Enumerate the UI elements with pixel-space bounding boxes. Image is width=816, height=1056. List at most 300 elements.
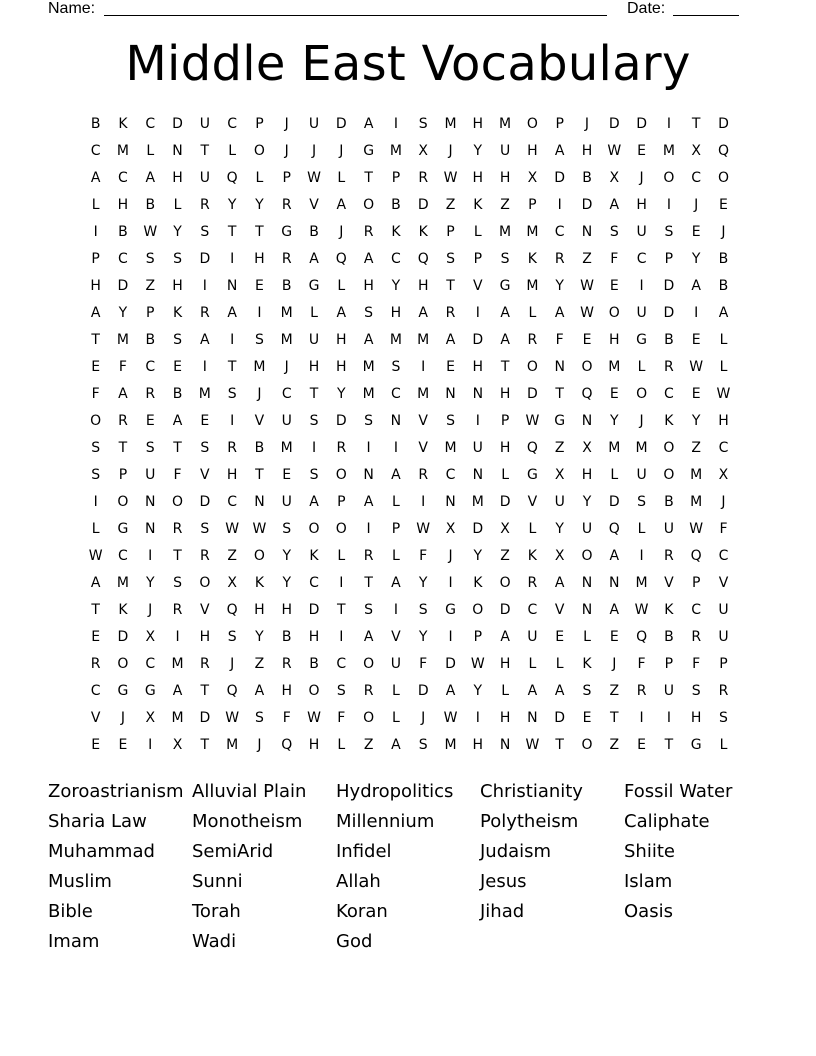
grid-letter: Y xyxy=(173,224,182,240)
grid-letter: Y xyxy=(555,278,564,294)
grid-letter: T xyxy=(173,440,182,456)
grid-letter: D xyxy=(581,197,593,213)
grid-letter: S xyxy=(664,224,674,240)
grid-letter: M xyxy=(116,143,129,159)
grid-row xyxy=(82,276,738,303)
grid-letter: Y xyxy=(145,575,155,591)
word-bank-row xyxy=(48,869,768,899)
grid-row xyxy=(82,465,738,492)
grid-letter: H xyxy=(336,332,347,348)
grid-letter: Z xyxy=(145,278,156,294)
grid-letter: P xyxy=(719,656,728,672)
grid-letter: J xyxy=(639,413,644,429)
grid-letter: L xyxy=(91,197,100,213)
grid-letter: T xyxy=(691,116,701,132)
grid-letter: N xyxy=(499,737,511,753)
grid-letter: S xyxy=(691,683,701,699)
grid-letter: I xyxy=(666,710,671,726)
grid-letter: U xyxy=(636,224,647,240)
grid-letter: F xyxy=(118,359,127,375)
grid-letter: H xyxy=(581,467,593,483)
grid-letter: Q xyxy=(417,251,429,267)
grid-letter: G xyxy=(554,413,566,429)
grid-letter: X xyxy=(718,467,729,483)
grid-letter: Y xyxy=(282,548,291,564)
grid-letter: A xyxy=(391,575,401,591)
grid-letter: S xyxy=(254,332,264,348)
grid-letter: O xyxy=(253,548,265,564)
grid-letter: B xyxy=(664,332,674,348)
grid-letter: R xyxy=(199,305,210,321)
grid-letter: H xyxy=(308,737,320,753)
word-bank-item: Caliphate xyxy=(624,811,710,832)
grid-letter: U xyxy=(499,143,511,159)
grid-letter: Z xyxy=(500,548,510,564)
grid-letter: C xyxy=(718,548,729,564)
grid-letter: L xyxy=(501,467,509,483)
grid-letter: H xyxy=(417,278,429,294)
grid-letter: V xyxy=(554,602,565,618)
word-bank-row xyxy=(48,899,768,929)
grid-letter: S xyxy=(173,251,182,267)
word-bank-item: Judaism xyxy=(480,841,552,862)
grid-letter: E xyxy=(282,467,292,483)
grid-letter: Z xyxy=(554,440,565,456)
grid-row xyxy=(82,600,738,627)
grid-letter: X xyxy=(582,440,592,456)
grid-letter: W xyxy=(443,710,458,726)
word-bank-item: Polytheism xyxy=(480,811,579,832)
grid-letter: H xyxy=(254,602,265,618)
grid-letter: A xyxy=(118,386,128,402)
grid-letter: L xyxy=(719,359,728,375)
grid-letter: D xyxy=(308,602,320,618)
word-bank-item: Hydropolitics xyxy=(336,781,454,802)
grid-letter: R xyxy=(199,197,210,213)
grid-letter: J xyxy=(284,359,289,375)
grid-row xyxy=(82,438,738,465)
grid-letter: A xyxy=(500,332,510,348)
grid-letter: R xyxy=(363,683,374,699)
grid-letter: N xyxy=(363,467,374,483)
grid-letter: M xyxy=(635,440,648,456)
grid-letter: H xyxy=(472,116,484,132)
grid-letter: S xyxy=(91,467,101,483)
grid-letter: L xyxy=(473,224,482,240)
grid-letter: Y xyxy=(337,386,346,402)
grid-letter: A xyxy=(527,683,538,699)
grid-letter: S xyxy=(282,521,292,537)
grid-letter: D xyxy=(199,494,211,510)
grid-letter: A xyxy=(145,170,156,186)
grid-letter: P xyxy=(391,170,401,186)
grid-letter: U xyxy=(718,602,729,618)
grid-letter: B xyxy=(718,251,729,267)
grid-letter: A xyxy=(500,305,510,321)
grid-row xyxy=(82,195,738,222)
word-bank-item: Koran xyxy=(336,901,388,922)
grid-letter: H xyxy=(117,197,129,213)
grid-letter: D xyxy=(608,116,620,132)
grid-letter: M xyxy=(526,278,539,294)
grid-letter: J xyxy=(448,143,453,159)
grid-letter: C xyxy=(391,386,401,402)
grid-letter: J xyxy=(257,386,262,402)
word-bank-row xyxy=(48,779,768,809)
grid-letter: C xyxy=(336,656,347,672)
grid-letter: C xyxy=(445,467,456,483)
grid-letter: E xyxy=(609,386,619,402)
grid-letter: G xyxy=(144,683,156,699)
grid-letter: K xyxy=(664,602,674,618)
grid-letter: J xyxy=(448,548,453,564)
grid-letter: I xyxy=(339,629,344,645)
grid-letter: W xyxy=(716,386,731,402)
grid-row xyxy=(82,168,738,195)
grid-letter: E xyxy=(719,197,728,213)
word-bank-item: Sharia Law xyxy=(48,811,147,832)
grid-letter: L xyxy=(528,656,537,672)
grid-letter: T xyxy=(200,737,210,753)
grid-letter: C xyxy=(309,575,319,591)
grid-letter: S xyxy=(145,251,155,267)
grid-letter: R xyxy=(691,629,702,645)
grid-letter: B xyxy=(145,197,156,213)
grid-row xyxy=(82,384,738,411)
grid-letter: A xyxy=(336,305,347,321)
grid-letter: P xyxy=(473,629,483,645)
grid-letter: X xyxy=(554,548,565,564)
grid-letter: Q xyxy=(690,548,702,564)
grid-letter: L xyxy=(719,332,728,348)
grid-letter: H xyxy=(499,440,511,456)
grid-letter: H xyxy=(281,683,292,699)
grid-letter: A xyxy=(391,737,401,753)
grid-letter: M xyxy=(226,737,239,753)
grid-letter: I xyxy=(639,710,644,726)
grid-letter: C xyxy=(391,251,401,267)
grid-letter: P xyxy=(473,251,483,267)
grid-letter: J xyxy=(339,224,344,240)
grid-letter: E xyxy=(91,737,101,753)
grid-letter: R xyxy=(118,413,128,429)
grid-letter: T xyxy=(664,737,674,753)
grid-letter: A xyxy=(554,575,565,591)
grid-letter: C xyxy=(691,602,702,618)
grid-letter: R xyxy=(527,332,538,348)
grid-letter: I xyxy=(448,575,453,591)
grid-letter: O xyxy=(663,170,675,186)
grid-row xyxy=(82,492,738,519)
grid-letter: O xyxy=(717,170,729,186)
grid-letter: V xyxy=(527,494,538,510)
grid-letter: S xyxy=(391,359,401,375)
grid-letter: V xyxy=(718,575,729,591)
grid-letter: W xyxy=(689,359,704,375)
grid-letter: O xyxy=(581,737,593,753)
grid-letter: S xyxy=(719,710,728,726)
grid-letter: I xyxy=(393,116,398,132)
grid-letter: O xyxy=(253,143,265,159)
grid-letter: B xyxy=(309,656,319,672)
grid-letter: S xyxy=(446,413,455,429)
grid-letter: Y xyxy=(391,278,401,294)
grid-letter: J xyxy=(120,710,126,726)
word-bank-item: Jesus xyxy=(480,871,527,892)
word-bank-item: Muslim xyxy=(48,871,112,892)
grid-letter: N xyxy=(472,467,484,483)
grid-letter: A xyxy=(254,683,265,699)
word-bank-row xyxy=(48,929,768,959)
grid-letter: R xyxy=(172,521,183,537)
grid-row xyxy=(82,573,738,600)
grid-letter: O xyxy=(117,656,129,672)
grid-letter: J xyxy=(230,656,235,672)
grid-letter: F xyxy=(173,467,182,483)
grid-letter: F xyxy=(555,332,564,348)
grid-letter: M xyxy=(444,116,457,132)
grid-letter: A xyxy=(200,332,210,348)
grid-letter: L xyxy=(392,548,400,564)
grid-letter: L xyxy=(637,359,646,375)
grid-letter: M xyxy=(526,224,539,240)
grid-letter: Z xyxy=(363,737,374,753)
grid-letter: C xyxy=(145,359,156,375)
grid-letter: B xyxy=(172,386,183,402)
grid-letter: I xyxy=(475,413,480,429)
grid-letter: W xyxy=(443,170,458,186)
grid-letter: S xyxy=(418,737,428,753)
grid-letter: M xyxy=(171,656,184,672)
grid-letter: V xyxy=(200,602,210,618)
grid-letter: R xyxy=(363,548,374,564)
grid-letter: R xyxy=(281,656,292,672)
grid-letter: X xyxy=(145,629,156,645)
grid-letter: W xyxy=(225,521,240,537)
grid-letter: A xyxy=(391,467,401,483)
grid-letter: A xyxy=(363,494,374,510)
grid-letter: M xyxy=(417,386,430,402)
grid-letter: M xyxy=(417,332,430,348)
grid-letter: I xyxy=(694,305,699,321)
grid-letter: H xyxy=(172,170,183,186)
grid-letter: F xyxy=(419,548,428,564)
grid-letter: T xyxy=(309,386,319,402)
grid-letter: Z xyxy=(445,197,456,213)
grid-letter: I xyxy=(666,197,671,213)
grid-letter: B xyxy=(281,278,292,294)
grid-letter: E xyxy=(145,413,155,429)
word-bank-item: God xyxy=(336,931,373,952)
grid-letter: M xyxy=(499,224,512,240)
grid-row xyxy=(82,708,738,735)
grid-letter: U xyxy=(308,116,320,132)
grid-letter: P xyxy=(91,251,100,267)
grid-letter: C xyxy=(118,251,128,267)
grid-letter: P xyxy=(146,305,155,321)
grid-letter: Q xyxy=(636,629,648,645)
grid-letter: U xyxy=(199,170,210,186)
grid-letter: I xyxy=(366,440,371,456)
grid-letter: U xyxy=(390,656,402,672)
grid-letter: U xyxy=(472,440,483,456)
grid-letter: M xyxy=(198,386,211,402)
grid-letter: M xyxy=(280,440,293,456)
grid-letter: B xyxy=(718,278,729,294)
grid-letter: H xyxy=(527,143,538,159)
word-bank xyxy=(48,779,768,959)
grid-letter: P xyxy=(118,467,128,483)
grid-letter: D xyxy=(335,116,347,132)
grid-letter: O xyxy=(363,710,375,726)
grid-letter: P xyxy=(446,224,455,240)
grid-letter: G xyxy=(117,683,129,699)
grid-letter: K xyxy=(473,575,483,591)
grid-letter: F xyxy=(610,251,619,267)
grid-letter: X xyxy=(691,143,701,159)
grid-letter: Z xyxy=(254,656,265,672)
grid-letter: H xyxy=(254,251,265,267)
grid-letter: S xyxy=(227,629,237,645)
grid-letter: A xyxy=(691,278,701,294)
grid-letter: T xyxy=(173,548,182,564)
grid-letter: N xyxy=(472,386,484,402)
grid-letter: R xyxy=(664,548,674,564)
grid-letter: T xyxy=(91,332,100,348)
grid-letter: M xyxy=(389,143,402,159)
grid-letter: K xyxy=(309,548,319,564)
grid-letter: L xyxy=(392,683,400,699)
grid-letter: V xyxy=(418,413,428,429)
word-bank-item: Oasis xyxy=(624,901,673,922)
grid-letter: M xyxy=(253,359,266,375)
grid-row xyxy=(82,735,738,762)
grid-letter: K xyxy=(118,602,128,618)
grid-letter: J xyxy=(284,143,289,159)
grid-letter: I xyxy=(148,548,153,564)
grid-letter: H xyxy=(226,467,238,483)
grid-letter: E xyxy=(609,278,619,294)
grid-letter: A xyxy=(172,683,183,699)
grid-letter: M xyxy=(389,332,402,348)
grid-letter: H xyxy=(199,629,211,645)
word-bank-item: Sunni xyxy=(192,871,243,892)
grid-letter: O xyxy=(499,575,511,591)
grid-letter: Y xyxy=(118,305,128,321)
grid-letter: D xyxy=(417,197,429,213)
grid-letter: Z xyxy=(691,440,701,456)
grid-letter: O xyxy=(172,494,184,510)
grid-letter: S xyxy=(500,251,510,267)
grid-letter: D xyxy=(527,386,538,402)
grid-letter: W xyxy=(634,602,649,618)
grid-letter: G xyxy=(117,521,129,537)
grid-letter: V xyxy=(664,575,674,591)
grid-row xyxy=(82,519,738,546)
word-bank-item: Infidel xyxy=(336,841,392,862)
grid-letter: J xyxy=(721,494,726,510)
grid-letter: A xyxy=(445,683,456,699)
grid-letter: W xyxy=(225,710,240,726)
grid-letter: D xyxy=(199,710,211,726)
grid-letter: C xyxy=(118,548,128,564)
grid-letter: N xyxy=(254,494,265,510)
grid-letter: Q xyxy=(281,737,293,753)
grid-letter: J xyxy=(612,656,617,672)
grid-letter: F xyxy=(337,710,346,726)
grid-letter: I xyxy=(339,575,344,591)
grid-letter: U xyxy=(281,413,292,429)
grid-letter: U xyxy=(199,116,210,132)
grid-letter: E xyxy=(691,386,701,402)
grid-letter: E xyxy=(446,359,455,375)
grid-letter: E xyxy=(200,413,210,429)
grid-letter: M xyxy=(444,440,457,456)
grid-letter: K xyxy=(582,656,592,672)
grid-letter: E xyxy=(637,143,647,159)
grid-letter: T xyxy=(555,737,564,753)
grid-letter: L xyxy=(528,521,537,537)
grid-letter: L xyxy=(392,710,400,726)
grid-row xyxy=(82,114,738,141)
grid-row xyxy=(82,330,738,357)
grid-letter: C xyxy=(718,440,729,456)
grid-letter: R xyxy=(281,251,292,267)
grid-letter: S xyxy=(227,386,237,402)
grid-letter: M xyxy=(280,305,293,321)
grid-letter: A xyxy=(445,332,456,348)
grid-letter: O xyxy=(363,656,375,672)
grid-letter: U xyxy=(663,683,674,699)
word-bank-item: Zoroastrianism xyxy=(48,781,184,802)
grid-letter: S xyxy=(200,224,210,240)
grid-letter: O xyxy=(308,683,320,699)
grid-letter: H xyxy=(472,737,484,753)
grid-letter: L xyxy=(528,305,537,321)
grid-letter: I xyxy=(639,278,644,294)
grid-letter: R xyxy=(199,656,210,672)
word-bank-row xyxy=(48,809,768,839)
grid-letter: E xyxy=(691,332,701,348)
grid-letter: R xyxy=(363,224,374,240)
grid-letter: I xyxy=(393,602,398,618)
grid-letter: M xyxy=(608,359,621,375)
grid-letter: W xyxy=(307,710,321,726)
grid-letter: C xyxy=(145,656,156,672)
grid-letter: R xyxy=(227,440,237,456)
word-bank-item: Fossil Water xyxy=(624,781,733,802)
grid-letter: A xyxy=(90,170,101,186)
grid-letter: H xyxy=(718,413,729,429)
grid-letter: K xyxy=(172,305,183,321)
grid-letter: T xyxy=(500,359,510,375)
word-bank-item: Wadi xyxy=(192,931,237,952)
grid-letter: O xyxy=(117,494,129,510)
grid-letter: L xyxy=(337,737,346,753)
grid-letter: C xyxy=(145,116,156,132)
grid-letter: D xyxy=(117,629,129,645)
grid-letter: L xyxy=(610,467,619,483)
grid-letter: L xyxy=(228,143,237,159)
grid-letter: C xyxy=(663,386,674,402)
word-bank-item: SemiArid xyxy=(192,841,274,862)
grid-letter: T xyxy=(555,386,564,402)
word-bank-item: Millennium xyxy=(336,811,435,832)
grid-letter: Y xyxy=(555,521,564,537)
grid-letter: N xyxy=(527,710,538,726)
grid-letter: Q xyxy=(226,602,238,618)
grid-letter: W xyxy=(307,170,321,186)
